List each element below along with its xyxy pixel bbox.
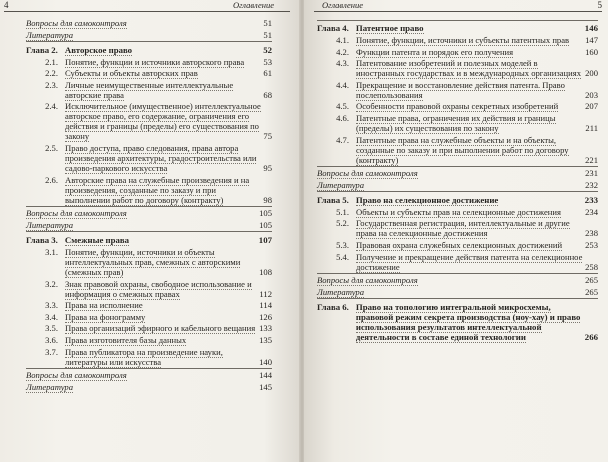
left-running-header — [4, 0, 290, 12]
toc-entry-text: Литература — [26, 29, 74, 40]
toc-entry-page: 145 — [259, 381, 272, 392]
toc-section — [317, 47, 598, 57]
toc-entry-page: 107 — [258, 234, 272, 245]
toc-misc-entry — [26, 208, 272, 218]
toc-entry-page: 51 — [263, 29, 272, 40]
toc-entry-page: 61 — [263, 68, 272, 79]
toc-section — [317, 135, 598, 165]
toc-entry-number: 3.7. — [45, 346, 58, 357]
toc-entry-text: Литература — [26, 219, 74, 230]
toc-entry-page: 231 — [585, 168, 598, 179]
left-header-rule — [4, 11, 290, 12]
toc-section — [26, 347, 272, 367]
toc-entry-number: 2.6. — [45, 174, 58, 185]
toc-entry-text: Патентные права на служебные объекты и на объекты, созданные по заказу и при выполнении работ по договору (контракту) — [356, 134, 569, 165]
toc-entry-page: 211 — [585, 122, 598, 133]
toc-entry-title — [26, 30, 261, 40]
toc-entry-number: 4.4. — [336, 79, 349, 90]
toc-chapter — [26, 235, 272, 245]
toc-entry-page: 140 — [259, 356, 272, 367]
toc-section — [317, 113, 598, 133]
toc-entry-title — [65, 300, 257, 310]
toc-entry-title — [356, 101, 583, 111]
toc-entry-number: Глава 2. — [26, 44, 58, 55]
toc-entry-text: Литература — [317, 179, 365, 190]
toc-entry-page: 52 — [263, 44, 272, 55]
toc-entry-title — [356, 240, 583, 250]
toc-entry-title — [65, 235, 257, 245]
toc-entry-page: 265 — [585, 286, 598, 297]
toc-entry-title — [65, 247, 257, 277]
toc-section — [26, 247, 272, 277]
toc-entry-text: Патентование изобретений и полезных моделей в иностранных государствах и в международных организациях — [356, 58, 581, 79]
toc-section — [26, 101, 272, 141]
toc-section — [317, 58, 598, 78]
toc-entry-title — [356, 35, 583, 45]
toc-misc-entry — [317, 180, 598, 190]
toc-entry-title — [65, 335, 257, 345]
toc-entry-title — [65, 312, 257, 322]
toc-misc-entry — [317, 287, 598, 297]
toc-entry-text: Особенности правовой охраны секретных изобретений — [356, 101, 559, 112]
toc-entry-page: 221 — [585, 154, 598, 165]
toc-entry-title — [65, 45, 261, 55]
toc-entry-title — [26, 370, 257, 380]
toc-entry-title — [356, 47, 583, 57]
toc-entry-text: Понятие, функции и источники авторского права — [65, 56, 245, 67]
toc-entry-number: 5.2. — [336, 218, 349, 229]
toc-entry-title — [356, 218, 583, 238]
right-toc — [317, 18, 598, 344]
toc-entry-text: Знак правовой охраны, свободное использование и информация о смежных правах — [65, 278, 252, 299]
toc-entry-page: 258 — [585, 261, 598, 272]
toc-entry-title — [356, 113, 583, 133]
toc-entry-page: 232 — [585, 179, 598, 190]
toc-entry-title — [65, 101, 261, 141]
toc-entry-number: 4.7. — [336, 134, 349, 145]
toc-section — [317, 240, 598, 250]
toc-entry-title — [356, 302, 583, 342]
toc-section — [26, 68, 272, 78]
toc-entry-page: 95 — [263, 163, 272, 174]
toc-entry-title — [26, 18, 261, 28]
left-running-title: Оглавление — [232, 0, 274, 10]
toc-entry-text: Вопросы для самоконтроля — [26, 18, 127, 28]
toc-entry-page: 68 — [263, 89, 272, 100]
toc-entry-number: Глава 6. — [317, 301, 349, 312]
toc-misc-entry — [26, 382, 272, 392]
toc-entry-number: 5.3. — [336, 240, 349, 251]
toc-section — [317, 207, 598, 217]
toc-entry-text: Государственная регистрация, интеллектуальные и другие права на селекционные достижения — [356, 218, 570, 239]
toc-entry-page: 105 — [259, 219, 272, 230]
toc-entry-number: 2.1. — [45, 56, 58, 67]
toc-misc-entry — [26, 220, 272, 230]
toc-entry-page: 53 — [263, 56, 272, 67]
toc-entry-page: 266 — [584, 331, 598, 342]
toc-section — [317, 252, 598, 272]
toc-section — [26, 175, 272, 205]
toc-entry-page: 98 — [263, 194, 272, 205]
toc-entry-page: 135 — [259, 334, 272, 345]
toc-entry-page: 75 — [263, 131, 272, 142]
toc-misc-entry — [26, 370, 272, 380]
toc-entry-title — [65, 323, 257, 333]
toc-entry-number: Глава 4. — [317, 23, 349, 33]
toc-entry-title — [65, 279, 257, 299]
toc-entry-number: 2.5. — [45, 143, 58, 154]
toc-entry-page: 144 — [259, 370, 272, 381]
left-page — [0, 0, 300, 462]
toc-entry-text: Патентное право — [355, 23, 424, 33]
toc-entry-text: Смежные права — [64, 234, 130, 245]
toc-entry-number: 4.3. — [336, 58, 349, 69]
toc-entry-text: Функции патента и порядок его получения — [356, 46, 514, 57]
toc-entry-title — [317, 275, 583, 285]
toc-entry-page: 112 — [259, 288, 272, 299]
toc-entry-title — [356, 80, 583, 100]
toc-entry-number: 3.6. — [45, 334, 58, 345]
toc-entry-title — [65, 57, 261, 67]
toc-entry-title — [317, 287, 583, 297]
right-header-rule — [314, 11, 602, 12]
toc-section — [317, 101, 598, 111]
section-rule — [26, 368, 272, 369]
toc-entry-number: 3.2. — [45, 278, 58, 289]
toc-entry-page: 160 — [585, 46, 598, 57]
left-toc — [26, 18, 272, 393]
toc-entry-text: Литература — [26, 381, 74, 392]
toc-entry-text: Права на исполнение — [65, 300, 143, 311]
toc-entry-text: Объекты и субъекты прав на селекционные достижения — [356, 206, 561, 217]
toc-entry-number: 2.3. — [45, 79, 58, 90]
toc-chapter — [317, 23, 598, 33]
toc-entry-title — [26, 382, 257, 392]
toc-entry-page: 108 — [259, 266, 272, 277]
section-rule — [26, 206, 272, 207]
toc-entry-text: Понятие, функции, источники и субъекты патентных прав — [356, 35, 570, 45]
toc-entry-text: Вопросы для самоконтроля — [317, 168, 418, 179]
toc-entry-page: 146 — [584, 23, 598, 33]
toc-entry-page: 265 — [585, 275, 598, 286]
toc-entry-text: Права публикатора на произведение науки, литературы или искусства — [65, 346, 223, 367]
toc-entry-text: Право на топологию интегральной микросхемы, правовой режим секрета производства (ноу-хау) и право использования результатов интеллектуальной деятельности в составе единой технологии — [355, 301, 581, 342]
toc-entry-text: Личные неимущественные интеллектуальные авторские права — [65, 79, 234, 100]
toc-entry-number: 3.4. — [45, 311, 58, 322]
toc-section — [26, 300, 272, 310]
toc-entry-text: Права изготовителя базы данных — [65, 334, 187, 345]
toc-entry-text: Вопросы для самоконтроля — [317, 275, 418, 286]
toc-entry-page: 207 — [585, 101, 598, 112]
toc-section — [26, 312, 272, 322]
toc-entry-text: Прекращение и восстановление действия патента. Право послепользования — [356, 79, 565, 100]
section-rule — [317, 191, 598, 192]
toc-misc-entry — [26, 30, 272, 40]
toc-entry-title — [356, 252, 583, 272]
section-rule — [26, 41, 272, 42]
toc-section — [26, 57, 272, 67]
toc-chapter — [317, 302, 598, 342]
toc-chapter — [26, 45, 272, 55]
toc-entry-text: Авторское право — [64, 44, 133, 55]
toc-entry-text: Вопросы для самоконтроля — [26, 208, 127, 219]
toc-entry-page: 234 — [585, 206, 598, 217]
toc-entry-text: Авторские права на служебные произведения и на произведения, созданные по заказу и при выполнении работ по договору (контракту) — [65, 174, 250, 205]
toc-entry-title — [65, 347, 257, 367]
toc-entry-number: 3.3. — [45, 300, 58, 311]
toc-entry-title — [317, 168, 583, 178]
right-running-header — [314, 0, 602, 12]
toc-entry-text: Патентные права, ограничения их действия и границы (пределы) их существования по закону — [356, 112, 556, 133]
toc-entry-page: 203 — [585, 89, 598, 100]
right-page — [304, 0, 608, 462]
toc-section — [26, 143, 272, 173]
toc-entry-page: 114 — [259, 300, 272, 311]
toc-entry-text: Права на фонограмму — [65, 311, 146, 322]
right-running-title: Оглавление — [322, 0, 364, 10]
toc-entry-number: Глава 3. — [26, 234, 58, 245]
section-rule — [317, 166, 598, 167]
toc-section — [317, 80, 598, 100]
toc-entry-text: Получение и прекращение действия патента на селекционное достижение — [356, 251, 583, 272]
section-rule — [317, 298, 598, 299]
toc-entry-text: Правовая охрана служебных селекционных достижений — [356, 240, 563, 251]
toc-entry-page: 105 — [259, 208, 272, 219]
toc-entry-page: 126 — [259, 311, 272, 322]
toc-entry-page: 253 — [585, 240, 598, 251]
toc-section — [317, 35, 598, 45]
toc-entry-page: 133 — [259, 323, 272, 334]
toc-entry-title — [65, 68, 261, 78]
toc-misc-entry — [26, 18, 272, 28]
toc-section — [26, 323, 272, 333]
toc-entry-title — [356, 23, 583, 33]
section-rule — [317, 20, 598, 21]
toc-entry-text: Субъекты и объекты авторских прав — [65, 68, 198, 79]
toc-entry-title — [317, 180, 583, 190]
toc-entry-number: 4.6. — [336, 112, 349, 123]
toc-entry-page: 233 — [584, 194, 598, 205]
toc-entry-number: 5.4. — [336, 251, 349, 262]
toc-entry-text: Право на селекционное достижение — [355, 194, 499, 205]
left-page-number: 4 — [4, 0, 9, 10]
toc-entry-number: 2.2. — [45, 68, 58, 79]
toc-entry-title — [356, 58, 583, 78]
toc-entry-number: 3.1. — [45, 246, 58, 257]
toc-entry-text: Исключительное (имущественное) интеллектуальное авторское право, его содержание, ограничения его действия и границы (пределы) его существования по закону — [65, 101, 261, 142]
section-rule — [26, 231, 272, 232]
toc-entry-number: 4.2. — [336, 46, 349, 57]
toc-entry-number: Глава 5. — [317, 194, 349, 205]
toc-entry-title — [356, 195, 583, 205]
toc-misc-entry — [317, 168, 598, 178]
toc-entry-text: Право доступа, право следования, права автора произведения архитектуры, градостроительства или садово-паркового искусства — [65, 143, 257, 174]
toc-chapter — [317, 195, 598, 205]
toc-section — [26, 335, 272, 345]
section-rule — [317, 273, 598, 274]
toc-section — [26, 80, 272, 100]
toc-entry-title — [65, 80, 261, 100]
toc-section — [26, 279, 272, 299]
toc-entry-page: 200 — [585, 68, 598, 79]
toc-entry-title — [356, 135, 583, 165]
toc-entry-text: Литература — [317, 286, 365, 297]
right-page-number: 5 — [597, 0, 602, 10]
toc-entry-number: 3.5. — [45, 323, 58, 334]
toc-section — [317, 218, 598, 238]
toc-entry-text: Вопросы для самоконтроля — [26, 370, 127, 381]
toc-entry-number: 2.4. — [45, 101, 58, 112]
toc-entry-title — [26, 208, 257, 218]
toc-entry-page: 51 — [263, 18, 272, 28]
toc-entry-title — [65, 143, 261, 173]
toc-entry-number: 4.1. — [336, 35, 349, 45]
toc-entry-title — [26, 220, 257, 230]
toc-entry-title — [356, 207, 583, 217]
toc-entry-number: 4.5. — [336, 101, 349, 112]
toc-entry-title — [65, 175, 261, 205]
toc-entry-text: Понятие, функции, источники и объекты интеллектуальных прав, смежных с авторскими (смежных прав) — [65, 246, 241, 277]
toc-entry-page: 238 — [585, 228, 598, 239]
toc-misc-entry — [317, 275, 598, 285]
toc-entry-text: Права организаций эфирного и кабельного вещания — [65, 323, 256, 334]
toc-entry-page: 147 — [585, 35, 598, 45]
toc-entry-number: 5.1. — [336, 206, 349, 217]
